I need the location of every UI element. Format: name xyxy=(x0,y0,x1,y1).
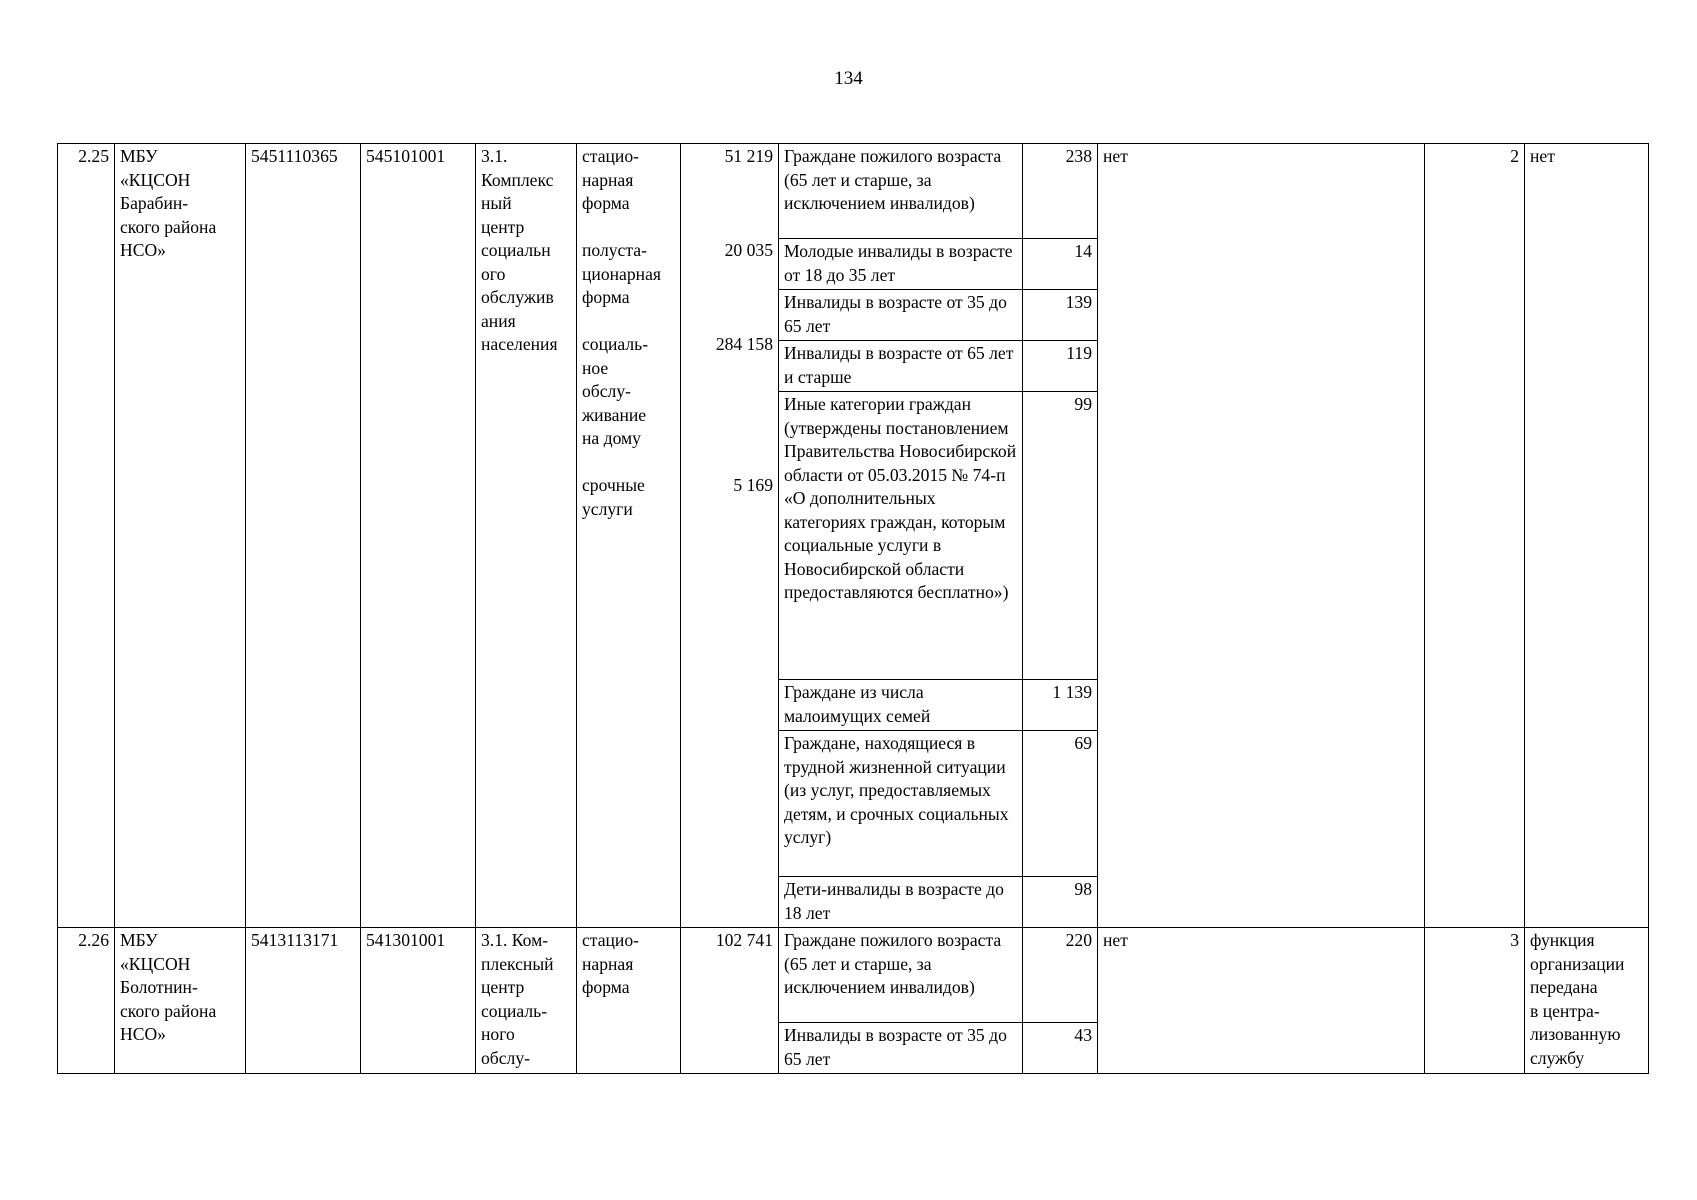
page-number: 134 xyxy=(834,68,863,89)
col10-cell: 2 xyxy=(1425,144,1525,928)
category-count: 238 xyxy=(1023,144,1098,239)
service-forms: стацио- нарная форма xyxy=(577,928,681,1074)
col11-cell: нет xyxy=(1525,144,1649,928)
inn-cell: 5451110365 xyxy=(246,144,361,928)
col9-cell: нет xyxy=(1098,144,1425,928)
col10-cell: 3 xyxy=(1425,928,1525,1074)
category-count: 99 xyxy=(1023,392,1098,680)
category-count: 98 xyxy=(1023,877,1098,928)
category-count: 139 xyxy=(1023,290,1098,341)
organization-type: 3.1. Комплекс ный центр социальн ого обслужив ания населения xyxy=(476,144,577,928)
inn-cell: 5413113171 xyxy=(246,928,361,1074)
category-count: 69 xyxy=(1023,731,1098,877)
row-number: 2.26 xyxy=(58,928,115,1074)
category-count: 220 xyxy=(1023,928,1098,1023)
category-label: Граждане пожилого возраста (65 лет и старше, за исключением инвалидов) xyxy=(779,928,1023,1023)
category-count: 43 xyxy=(1023,1023,1098,1074)
category-label: Инвалиды в возрасте от 35 до 65 лет xyxy=(779,290,1023,341)
category-count: 1 139 xyxy=(1023,680,1098,731)
col11-cell: функция организации передана в центра- лизованную службу xyxy=(1525,928,1649,1074)
category-count: 119 xyxy=(1023,341,1098,392)
registry-table xyxy=(57,143,1649,1074)
category-label: Граждане, находящиеся в трудной жизненной ситуации (из услуг, предоставляемых детям, и срочных социальных услуг) xyxy=(779,731,1023,877)
service-forms: стацио- нарная форма полуста- ционарная форма социаль- ное обслу- живание на дому срочные услуги xyxy=(577,144,681,928)
organization-type: 3.1. Ком- плексный центр социаль- ного обслу- xyxy=(476,928,577,1074)
category-label: Иные категории граждан (утверждены постановлением Правительства Новосибирской области от 05.03.2015 № 74-п «О дополнительных категориях граждан, которым социальные услуги в Новосибирской области предоставляются бесплатно») xyxy=(779,392,1023,680)
organization-name: МБУ «КЦСОН Болотнин- ского района НСО» xyxy=(115,928,246,1074)
organization-name: МБУ «КЦСОН Барабин- ского района НСО» xyxy=(115,144,246,928)
service-volumes: 102 741 xyxy=(681,928,779,1074)
table-row xyxy=(58,144,1649,239)
table-row xyxy=(58,928,1649,1023)
service-volumes: 51 219 20 035 284 158 5 169 xyxy=(681,144,779,928)
col9-cell: нет xyxy=(1098,928,1425,1074)
category-count: 14 xyxy=(1023,239,1098,290)
category-label: Молодые инвалиды в возрасте от 18 до 35 лет xyxy=(779,239,1023,290)
category-label: Инвалиды в возрасте от 65 лет и старше xyxy=(779,341,1023,392)
row-number: 2.25 xyxy=(58,144,115,928)
category-label: Дети-инвалиды в возрасте до 18 лет xyxy=(779,877,1023,928)
category-label: Граждане пожилого возраста (65 лет и старше, за исключением инвалидов) xyxy=(779,144,1023,239)
category-label: Граждане из числа малоимущих семей xyxy=(779,680,1023,731)
category-label: Инвалиды в возрасте от 35 до 65 лет xyxy=(779,1023,1023,1074)
kpp-cell: 541301001 xyxy=(361,928,476,1074)
kpp-cell: 545101001 xyxy=(361,144,476,928)
